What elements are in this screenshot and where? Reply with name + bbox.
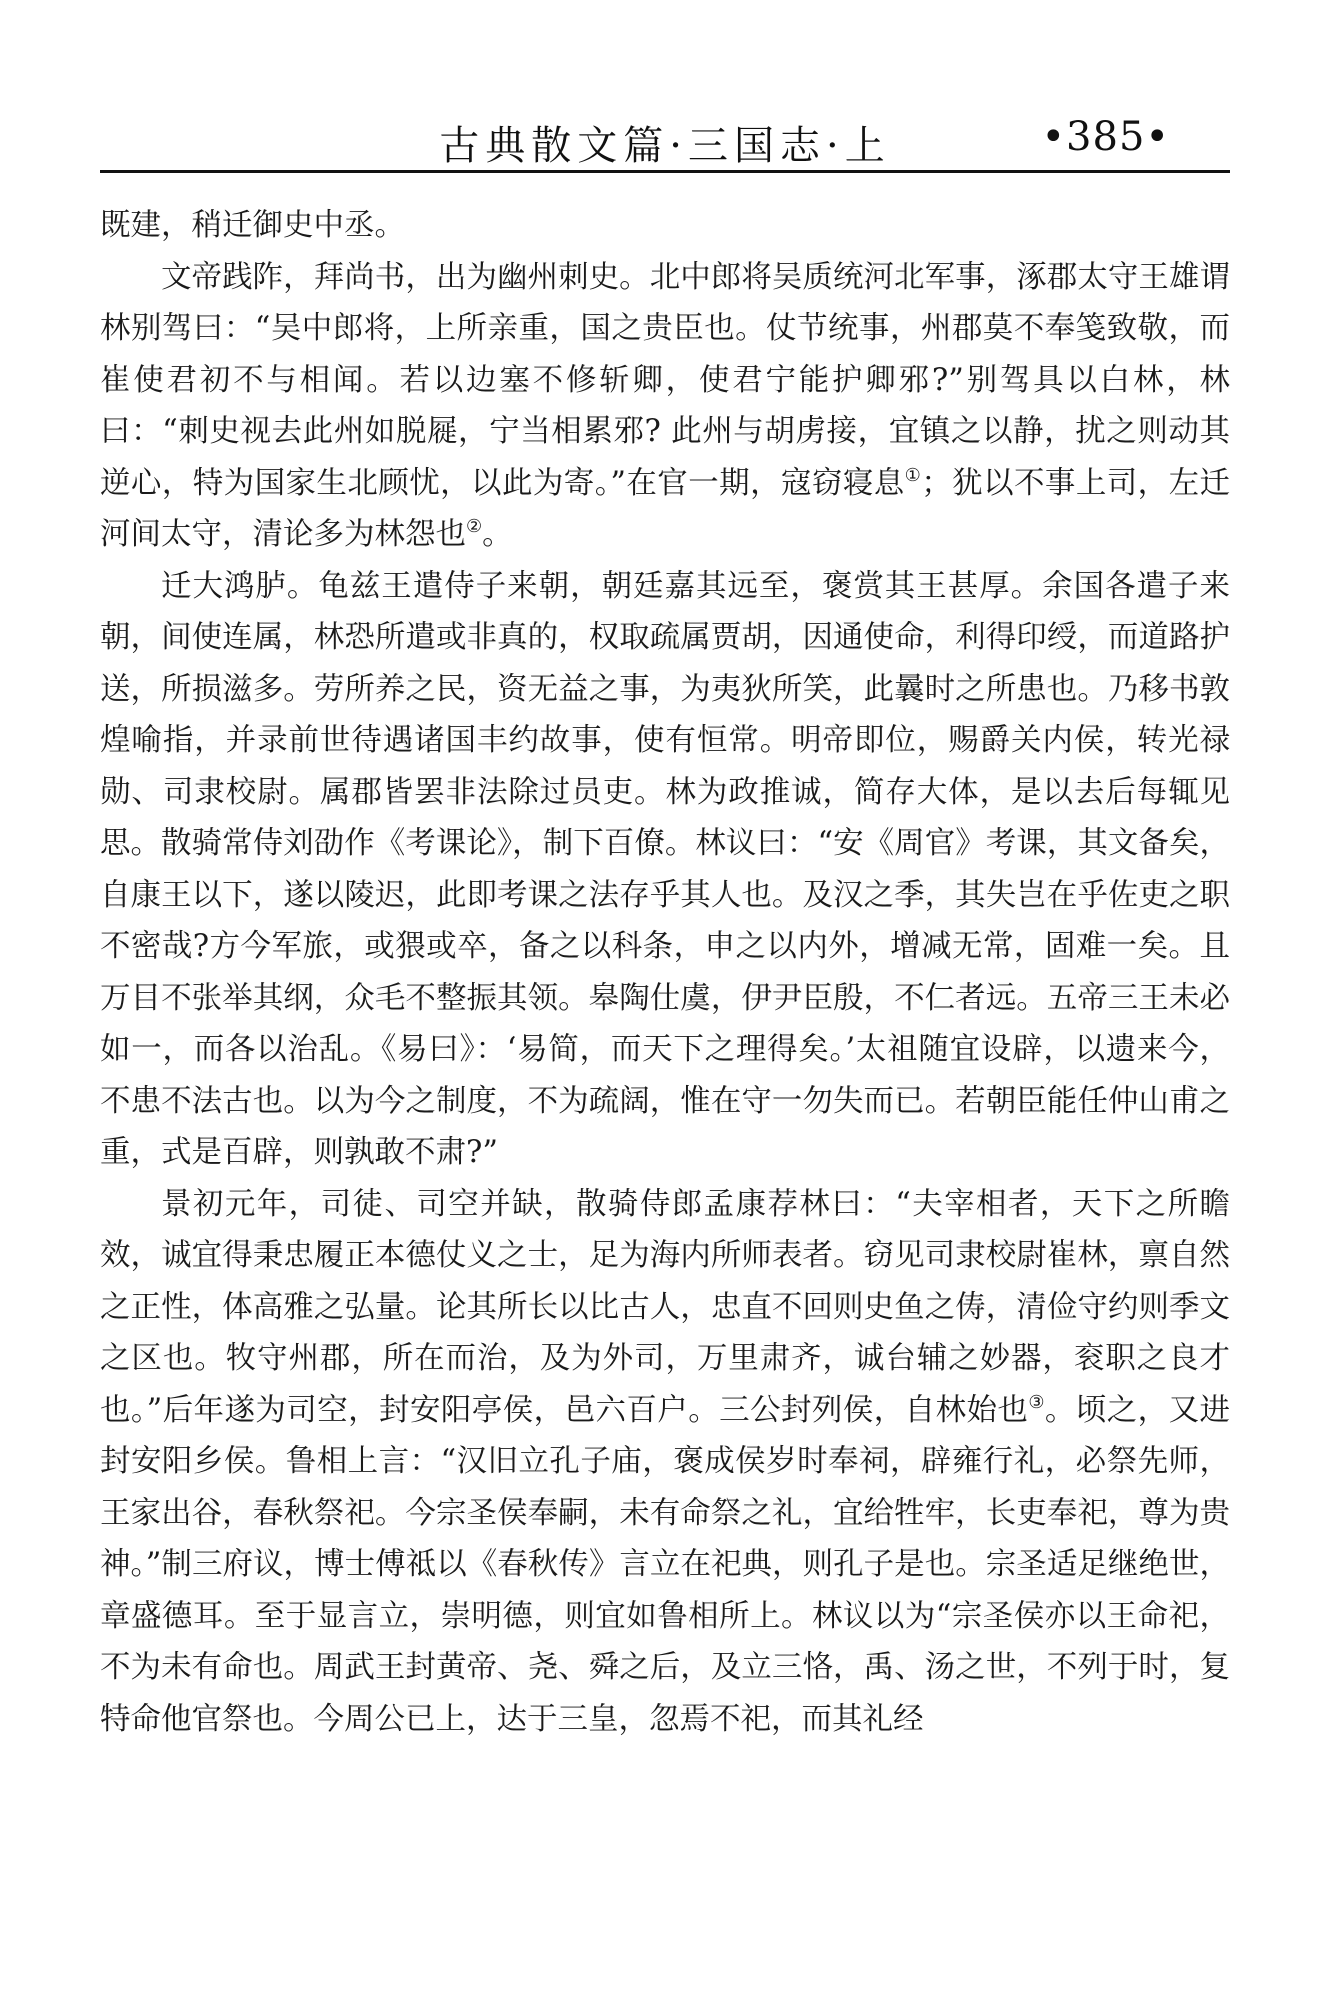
paragraph: [100, 561, 1230, 1179]
page-number: •385•: [1041, 114, 1170, 160]
paragraph: [100, 200, 1230, 252]
text-run: 迁大鸿胪。龟兹王遣侍子来朝，朝廷嘉其远至，褒赏其王甚厚。余国各遣子来朝，间使连属，林恐所遣或非真的，权取疏属贾胡，因通使命，利得印绶，而道路护送，所损滋多。劳所养之民，资无益之事，为夷狄所笑，此曩时之所患也。乃移书敦煌喻指，并录前世待遇诸国丰约故事，使有恒常。明帝即位，赐爵关内侯，转光禄勋、司隶校尉。属郡皆罢非法除过员吏。林为政推诚，简存大体，是以去后每辄见思。散骑常侍刘劭作《考课论》，制下百僚。林议曰：“安《周官》考课，其文备矣，自康王以下，遂以陵迟，此即考课之法存乎其人也。及汉之季，其失岂在乎佐吏之职不密哉?方今军旅，或猥或卒，备之以科条，申之以内外，增减无常，固难一矣。且万目不张举其纲，众毛不整振其领。皋陶仕虞，伊尹臣殷，不仁者远。五帝三王未必如一，而各以治乱。《易曰》：‘易简，而天下之理得矣。’太祖随宜设辟，以遗来今，不患不法古也。以为今之制度，不为疏阔，惟在守一勿失而已。若朝臣能任仲山甫之重，式是百辟，则孰敢不肃?”: [100, 568, 1230, 1170]
text-run: 文帝践阼，拜尚书，出为幽州刺史。北中郎将吴质统河北军事，涿郡太守王雄谓林别驾曰：“吴中郎将，上所亲重，国之贵臣也。仗节统事，州郡莫不奉笺致敬，而崔使君初不与相闻。若以边塞不修斩卿，使君宁能护卿邪?”别驾具以白林，林曰：“刺史视去此州如脱屣，宁当相累邪? 此州与胡虏接，宜镇之以静，扰之则动其逆心，特为国家生北顾忧，以此为寄。”在官一期，寇窃寝息: [100, 259, 1230, 501]
paragraph: [100, 252, 1230, 561]
body-text: [100, 200, 1230, 1745]
paragraph: [100, 1179, 1230, 1746]
text-run: 既建，稍迁御史中丞。: [100, 208, 405, 243]
footnote-marker: ③: [1028, 1391, 1045, 1413]
header-rule: [100, 170, 1230, 173]
footnote-marker: ②: [466, 516, 483, 537]
text-run: ；犹以不事上司，左迁河间太守，清论多为林怨也: [100, 465, 1231, 552]
text-run: 。顷之，又进封安阳乡侯。鲁相上言：“汉旧立孔子庙，褒成侯岁时奉祠，辟雍行礼，必祭先师，王家出谷，春秋祭祀。今宗圣侯奉嗣，未有命祭之礼，宜给牲牢，长吏奉祀，尊为贵神。”制三府议，博士傅祗以《春秋传》言立在祀典，则孔子是也。宗圣适足继绝世，章盛德耳。至于显言立，崇明德，则宜如鲁相所上。林议以为“宗圣侯亦以王命祀，不为未有命也。周武王封黄帝、尧、舜之后，及立三恪，禹、汤之世，不列于时，复特命他官祭也。今周公已上，达于三皇，忽焉不祀，而其礼经: [100, 1392, 1231, 1737]
text-run: 。: [482, 517, 513, 552]
text-run: 景初元年，司徒、司空并缺，散骑侍郎孟康荐林曰：“夫宰相者，天下之所瞻效，诚宜得秉忠履正本德仗义之士，足为海内所师表者。窃见司隶校尉崔林，禀自然之正性，体高雅之弘量。论其所长以比古人，忠直不回则史鱼之俦，清俭守约则季文之区也。牧守州郡，所在而治，及为外司，万里肃齐，诚台辅之妙器，衮职之良才也。”后年遂为司空，封安阳亭侯，邑六百户。三公封列侯，自林始也: [100, 1186, 1230, 1428]
footnote-marker: ①: [904, 464, 922, 486]
header-title: 古典散文篇·三国志·上: [439, 123, 891, 169]
running-header: [100, 106, 1230, 170]
